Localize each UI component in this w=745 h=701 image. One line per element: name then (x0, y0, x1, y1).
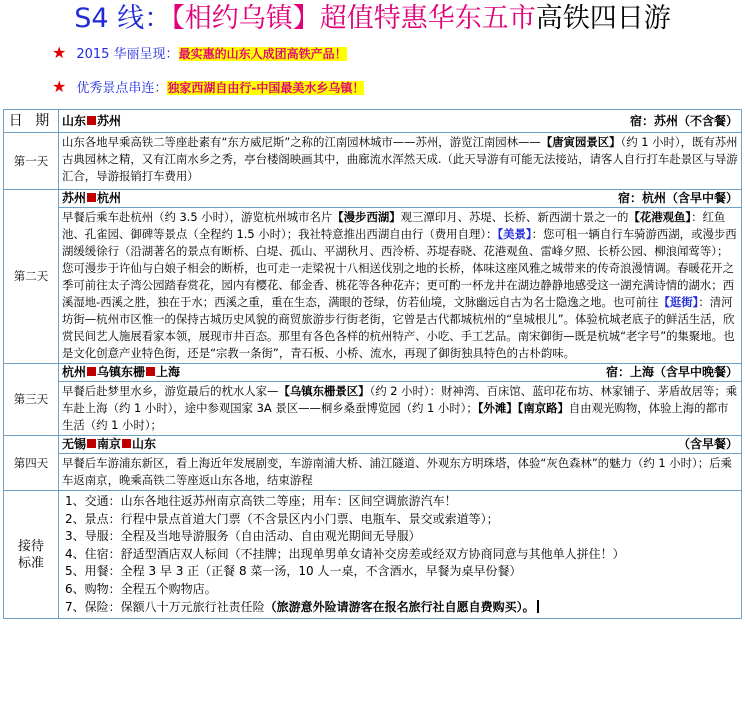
standard-item: 6、购物：全程五个购物店。 (65, 581, 217, 596)
insurance-note: （旅游意外险请游客在报名旅行社自愿自费购买）。 (264, 599, 535, 614)
day-label: 第三天 (4, 364, 59, 436)
standard-item: 1、交通：山东各地往返苏州南京高铁二等座；用车：区间空调旅游汽车！ (65, 494, 457, 508)
route-header (59, 110, 742, 133)
day-label: 第四天 (4, 436, 59, 491)
highlight-line-1 (0, 40, 745, 66)
train-icon (87, 439, 96, 448)
day-row (4, 364, 742, 436)
route: 杭州 乌镇东栅 上海 (62, 365, 181, 379)
page-title (0, 0, 745, 38)
day-description: 苏州 杭州 宿：杭州（含早中餐） 早餐后乘车赴杭州（约 3.5 小时），游览杭州城市名片【漫步西湖】观三潭印月、苏堤、长桥、新西湖十景之一的【花港观鱼】：红鱼池、孔雀园、御碑等景点（全程约 1.5 小时）；我社特意推出西湖自由行（费用自理）：【美景】：您可租一辆自行车骑游西湖，或漫步西湖缓缓徐行（沿湖著名的景点有断桥、白堤、孤山、平湖秋月、西泠桥、苏堤春晓、花港观鱼、雷峰夕照、长桥公园、柳浪闻莺等）；您可漫步于许仙与白娘子相会的断桥，也可走一走梁祝十八相送伐别之地的长桥，体味这座风雅之城带来的传奇浪漫情调。春暖花开之季可前往太子湾公园踏春赏花，园内有樱花、郁金香、桃花等各种花卉；更可酌一杯龙井在湖边静静地感受这一湖充满诗情的湖水；西溪湿地-西溪之胜，独在于水；西溪之重，重在生态，满眼的苍绿，仿若仙境，文脉幽远自古为名士隐逸之地。也可前往【逛街】：清河坊街—杭州市区惟一的保持古城历史风貌的商贸旅游步行街老街，它曾是古代都城杭州的“皇城根儿”。体验杭城老底子的鲜活生活，欣赏民间艺人施展看家本领，展现市井百态。那里有各色各样的杭州特产、小吃、手工艺品。南宋御街—既是杭城“老字号”的集聚地。也是文化创意产业特色街，还是“宗教一条街”，青石板、小桥、流水，再现了御街独具特色的古朴韵味。 (59, 190, 742, 364)
standard-item: 5、用餐：全程 3 早 3 正（正餐 8 菜一汤，10 人一桌，不含酒水，早餐为桌早份餐） (65, 564, 522, 579)
day-label: 第一天 (4, 133, 59, 190)
itinerary-table (3, 109, 742, 619)
day-description: 杭州 乌镇东栅 上海 宿：上海（含早中晚餐） 早餐后赴梦里水乡，游览最后的枕水人家—【乌镇东栅景区】（约 2 小时）：财神湾、百床馆、蓝印花布坊、林家铺子、茅盾故居等；乘车赴上海（约 1 小时），途中参观国家 3A 景区——桐乡桑蚕博览园（约 1 小时）；【外滩】【南京路】自由观光购物，体验上海的都市生活（约 1 小时）； (59, 364, 742, 436)
highlight-line-2 (0, 74, 745, 100)
train-icon (87, 367, 96, 376)
day-row (4, 436, 742, 491)
highlight-value: 独家西湖自由行-中国最美水乡乌镇！ (167, 81, 365, 95)
standard-list (59, 491, 742, 619)
header-row (4, 110, 742, 133)
day-row (4, 190, 742, 364)
title-code: S4 线： (74, 3, 172, 34)
day-label: 第二天 (4, 190, 59, 364)
standard-row (4, 491, 742, 619)
standard-item: 3、导服：全程及当地导游服务（自由活动、自由观光期间无导服） (65, 529, 421, 544)
highlight-label: 优秀景点串连： (76, 81, 168, 96)
train-icon (87, 193, 96, 202)
standard-label: 接待 标准 (4, 491, 59, 619)
day-row (4, 133, 742, 190)
standard-item: 2、景点：行程中景点首道大门票（不含景区内小门票、电瓶车、景交或索道等）； (65, 511, 499, 526)
train-icon (146, 367, 155, 376)
text-cursor (537, 600, 539, 613)
standard-item-insurance: 7、保险：保额八十万元旅行社责任险（旅游意外险请游客在报名旅行社自愿自费购买）。 (65, 599, 735, 617)
star-icon: ★ (52, 43, 67, 62)
train-icon (122, 439, 131, 448)
day-label-header: 日 期 (4, 110, 59, 133)
stay-info: （含早餐） (677, 437, 738, 451)
route: 无锡 南京 山东 (62, 437, 157, 451)
stay-info: 宿：苏州（不含餐） (629, 113, 738, 128)
day-description: 无锡 南京 山东 （含早餐） 早餐后车游浦东新区，看上海近年发展剧变，车游南浦大桥、浦江隧道、外观东方明珠塔，体验“灰色森林”的魅力（约 1 小时）；后乘车返南京，晚乘高铁二等座返山东各地，结束游程 (59, 436, 742, 491)
title-brand: 【相约乌镇】超值特惠华东五市 (171, 3, 536, 34)
star-icon: ★ (52, 77, 67, 96)
highlight-label: 2015 华丽呈现： (76, 47, 179, 62)
route: 山东 苏州 (62, 113, 122, 128)
train-icon (87, 116, 96, 125)
stay-info: 宿：杭州（含早中餐） (617, 191, 738, 205)
standard-item: 4、住宿：舒适型酒店双人标间（不挂牌；出现单男单女请补交房差或经双方协商同意与其他单人拼住！） (65, 546, 625, 561)
route: 苏州 杭州 (62, 191, 122, 205)
title-tail: 高铁四日游 (535, 3, 671, 34)
highlight-value: 最实惠的山东人成团高铁产品！ (178, 47, 347, 61)
day-description: 山东各地早乘高铁二等座赴素有“东方威尼斯”之称的江南园林城市——苏州，游览江南园林——【唐寅园景区】（约 1 小时），既有苏州古典园林之精，又有江南水乡之秀，亭台楼阁映画其中，曲廊流水浑然天成.（此天导游有可能无法接站，请客人自行打车赴景区与导游汇合，导游报销打车费用） (59, 133, 742, 190)
stay-info: 宿：上海（含早中晚餐） (605, 365, 738, 379)
